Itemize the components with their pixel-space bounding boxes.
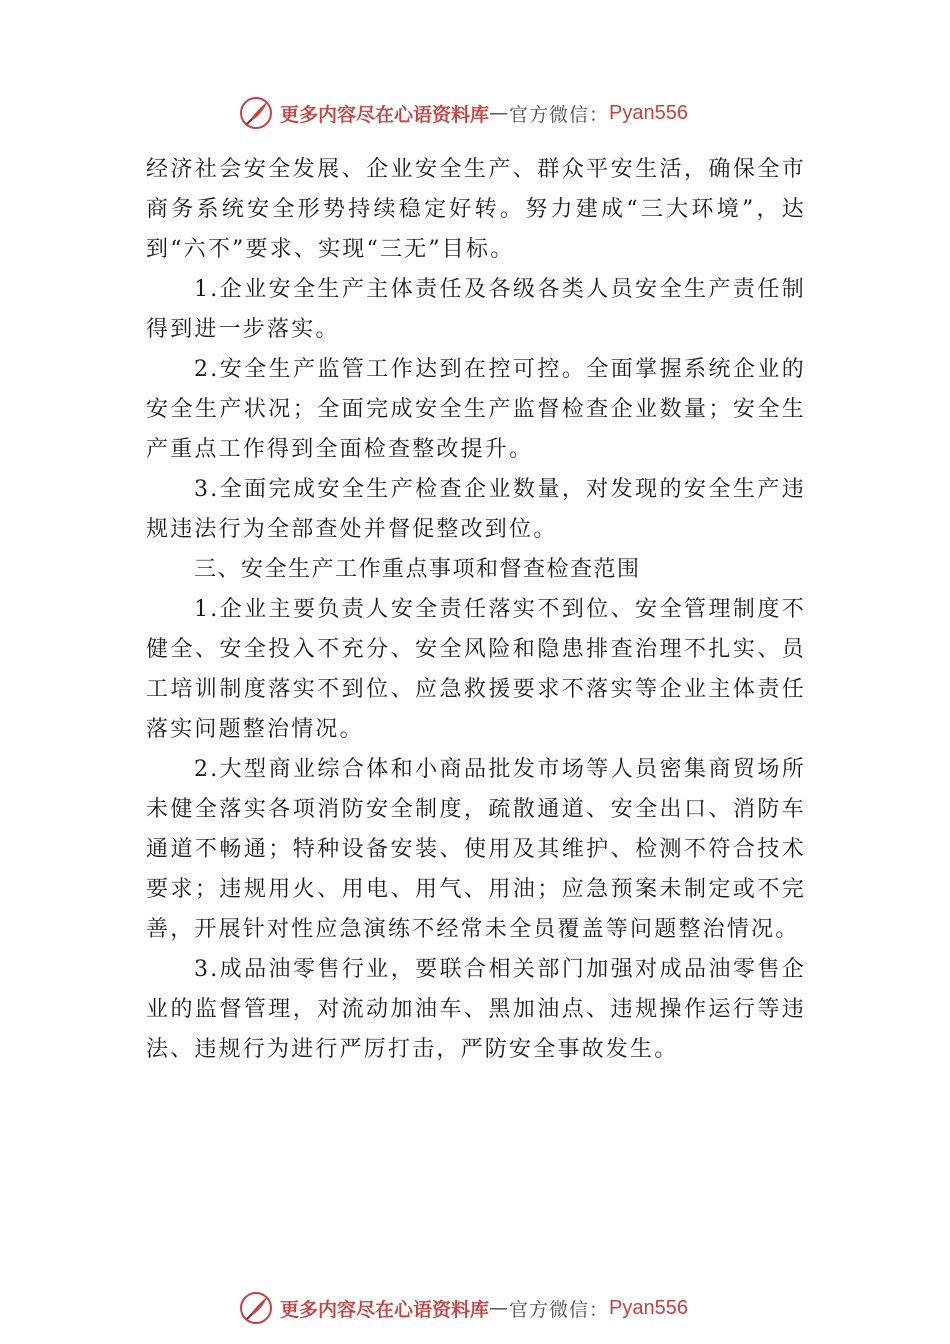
watermark-main-text: 更多内容尽在心语资料库 <box>280 1298 490 1321</box>
section-heading: 三、安全生产工作重点事项和督查检查范围 <box>194 557 641 582</box>
paragraph-focus-2: 2.大型商业综合体和小商品批发市场等人员密集商贸场所未健全落实各项消防安全制度，疏散通道、安全出口、消防车通道不畅通；特种设备安装、使用及其维护、检测不符合技术要求；违规用火、用电、用气、用油；应急预案未制定或不完善，开展针对性应急演练不经常未全员覆盖等问题整治情况。 <box>146 757 806 942</box>
watermark-dash: — <box>489 102 510 124</box>
paragraph-item-1: 1.企业安全生产主体责任及各级各类人员安全生产责任制得到进一步落实。 <box>146 277 806 342</box>
watermark-wechat-id: Pyan556 <box>609 1296 688 1319</box>
header-watermark <box>238 95 688 131</box>
paragraph-focus-1: 1.企业主要负责人安全责任落实不到位、安全管理制度不健全、安全投入不充分、安全风险和隐患排查治理不扎实、员工培训制度落实不到位、应急救援要求不落实等企业主体责任落实问题整治情况。 <box>146 597 806 742</box>
paragraph-continuation: 经济社会安全发展、企业安全生产、群众平安生活，确保全市商务系统安全形势持续稳定好转。努力建成“三大环境”，达到“六不”要求、实现“三无”目标。 <box>146 157 806 262</box>
paragraph-item-2: 2.安全生产监管工作达到在控可控。全面掌握系统企业的安全生产状况；全面完成安全生产监督检查企业数量；安全生产重点工作得到全面检查整改提升。 <box>146 357 806 462</box>
paragraph-focus-3: 3.成品油零售行业，要联合相关部门加强对成品油零售企业的监督管理，对流动加油车、黑加油点、违规操作运行等违法、违规行为进行严厉打击，严防安全事故发生。 <box>146 957 806 1062</box>
watermark-sub-text: 官方微信： <box>509 103 610 126</box>
quill-logo-icon <box>238 95 274 131</box>
watermark-wechat-id: Pyan556 <box>609 101 688 124</box>
paragraph-item-3: 3.全面完成安全生产检查企业数量，对发现的安全生产违规违法行为全部查处并督促整改到位。 <box>146 477 806 542</box>
watermark-main-text: 更多内容尽在心语资料库 <box>280 103 490 126</box>
document-body <box>146 150 806 1070</box>
footer-watermark <box>238 1290 688 1326</box>
quill-logo-icon <box>238 1290 274 1326</box>
watermark-sub-text: 官方微信： <box>509 1298 610 1321</box>
watermark-dash: — <box>489 1297 510 1319</box>
